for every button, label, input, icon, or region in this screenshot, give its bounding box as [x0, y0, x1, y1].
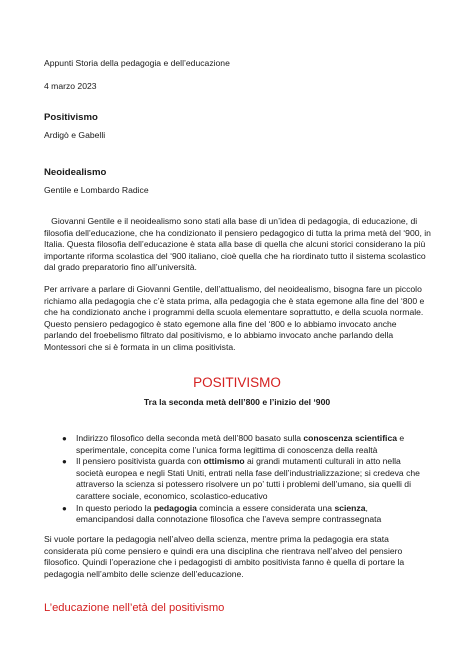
bullet-icon: ● [62, 503, 67, 513]
footer-heading: L’educazione nell’età del positivismo [44, 602, 225, 614]
bullet-list [62, 433, 422, 526]
bullet-icon: ● [62, 434, 67, 443]
paragraph-gentile: Giovanni Gentile e il neoidealismo sono stati alla base di un’idea di pedagogia, di educazione, di filosofia dell’educazione, che ha condizionato il pensiero pedagogico di tutta la prima metà del ‘900, in Italia. Questa filosofia dell’educazione è stata alla base di quella che alcuni storici considerano la più importante riforma scolastica del ‘900 italiano, cioè quella che ha riordinato tutto il sistema scolastico dal grado preparatorio fino all’università. [44, 216, 434, 273]
heading-neoidealismo: Neoidealismo [44, 167, 107, 178]
document-date: 4 marzo 2023 [44, 81, 97, 91]
list-item: ● In questo periodo la pedagogia comincia a essere considerata una scienza, emancipandosi dalla connotazione filosofica che l’aveva sempre contrassegnata [62, 502, 382, 525]
list-item: ● Indirizzo filosofico della seconda metà dell’800 basato sulla conoscenza scientifica e sperimentale, concepita come l’unica forma legittima di conoscenza della realtà [62, 433, 405, 455]
section-subtitle: Tra la seconda metà dell’800 e l’inizio del ‘900 [143, 397, 331, 407]
paragraph-positivismo-intro: Per arrivare a parlare di Giovanni Gentile, dell’attualismo, del neoidealismo, bisogna fare un piccolo richiamo alla pedagogia che c’è stata prima, alla pedagogia che è stata egemone alla fine del ‘800 e che ha condizionato anche i programmi della scuola elementare soprattutto, e della scuola normale. Questo pensiero pedagogico è stato egemone alla fine del ‘800 e lo abbiamo invocato anche parlando del froebelismo filtrato dal positivismo, e lo abbiamo invocato anche parlando della Montessori che si è formata in un clima positivista. [44, 284, 425, 352]
list-item: ● Il pensiero positivista guarda con ottimismo ai grandi mutamenti culturali in atto nella società europea e negli Stati Uniti, entrati nella fase dell’industrializzazione; si credeva che attraverso la scienza si potessero risolvere un po’ tutti i problemi dell’umano, sia quelli di carattere sociale, economico, scolastico-educativo [62, 456, 420, 501]
paragraph-scienza: Si vuole portare la pedagogia nell’alveo della scienza, mentre prima la pedagogia era stata considerata più come pensiero e quindi era una disciplina che rientrava nell’alveo del pensiero filosofico. Quindi l’operazione che i pedagogisti di ambito positivista fanno è quella di portare la pedagogia nell’ambito delle scienze dell’educazione. [44, 534, 405, 579]
heading-positivismo: Positivismo [44, 112, 98, 123]
bullet-icon: ● [62, 457, 67, 467]
positivismo-authors: Ardigò e Gabelli [44, 130, 106, 140]
section-title-positivismo: POSITIVISMO [193, 375, 281, 390]
neoidealismo-authors: Gentile e Lombardo Radice [44, 185, 149, 195]
document-title: Appunti Storia della pedagogia e dell’educazione [44, 58, 230, 68]
